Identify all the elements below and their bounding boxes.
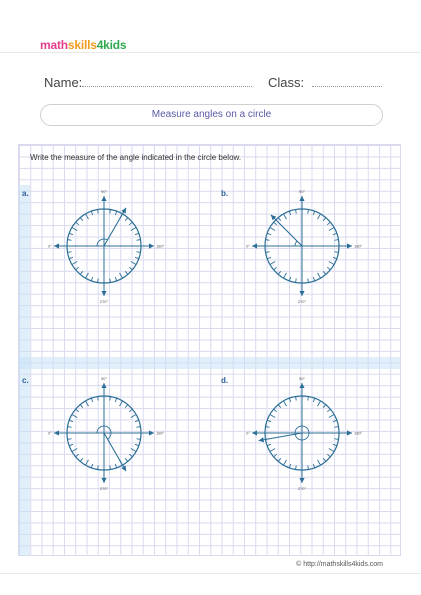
arrow-up-icon	[299, 383, 304, 388]
dial-tick	[296, 465, 297, 469]
dial-tick	[318, 273, 321, 278]
dial-tick	[115, 211, 116, 215]
dial-tick	[284, 401, 287, 406]
question-label-c: c.	[22, 376, 29, 385]
arrow-right-icon	[347, 430, 352, 435]
angle-dial-d	[246, 368, 363, 498]
mark-left: 0°	[246, 430, 250, 436]
dial-tick	[91, 211, 92, 215]
arrow-right-icon	[347, 243, 352, 248]
dial-tick	[69, 257, 73, 258]
dial-tick	[98, 397, 99, 401]
dial-tick	[318, 460, 321, 465]
dial-tick	[329, 415, 334, 418]
class-label: Class:	[268, 75, 305, 90]
dial-tick	[86, 214, 89, 219]
top-divider	[0, 52, 421, 53]
mark-bottom: 270°	[99, 299, 109, 304]
dial-tick	[308, 397, 309, 401]
dial-tick	[72, 415, 77, 418]
dial-tick	[313, 211, 314, 215]
footer-credit: © http://mathskills4kids.com	[296, 561, 383, 568]
mark-left: 0°	[48, 430, 52, 436]
dial-tick	[284, 460, 287, 465]
mark-right: 180°	[354, 430, 363, 436]
dial-tick	[129, 409, 132, 412]
dial-tick	[76, 222, 79, 225]
angle-dial-b	[246, 181, 363, 311]
dial-tick	[270, 449, 275, 452]
arrow-up-icon	[101, 383, 106, 388]
dial-tick	[267, 257, 271, 258]
dial-tick	[323, 271, 326, 274]
dial-tick	[110, 465, 111, 469]
ray-arrow-icon	[259, 437, 264, 442]
mark-bottom: 270°	[99, 486, 109, 491]
dial-tick	[136, 427, 140, 428]
dial-tick	[80, 405, 83, 408]
dial-tick	[115, 277, 116, 281]
dial-tick	[278, 405, 281, 408]
dial-tick	[278, 271, 281, 274]
dial-tick	[274, 454, 277, 457]
dial-tick	[131, 415, 136, 418]
dial-tick	[313, 464, 314, 468]
dial-tick	[98, 210, 99, 214]
arrow-right-icon	[149, 430, 154, 435]
dial-tick	[284, 273, 287, 278]
mark-top: 90°	[100, 189, 108, 194]
dial-tick	[131, 262, 136, 265]
dial-tick	[120, 401, 123, 406]
dial-tick	[129, 222, 132, 225]
dial-tick	[110, 397, 111, 401]
dial-tick	[289, 464, 290, 468]
arrow-left-icon	[252, 243, 257, 248]
mark-top: 90°	[298, 376, 306, 381]
dial-tick	[129, 267, 132, 270]
dial-tick	[334, 252, 338, 253]
dial-tick	[76, 267, 79, 270]
name-line	[82, 86, 252, 87]
dial-tick	[76, 409, 79, 412]
dial-tick	[327, 267, 330, 270]
dial-tick	[323, 405, 326, 408]
arrow-left-icon	[54, 243, 59, 248]
dial-tick	[72, 262, 77, 265]
dial-tick	[68, 439, 72, 440]
arrow-left-icon	[54, 430, 59, 435]
dial-tick	[270, 262, 275, 265]
dial-tick	[125, 405, 128, 408]
dial-tick	[80, 218, 83, 221]
dial-tick	[274, 222, 277, 225]
dial-tick	[72, 228, 77, 231]
dial-tick	[313, 398, 314, 402]
dial-tick	[115, 464, 116, 468]
dial-tick	[278, 458, 281, 461]
dial-tick	[86, 460, 89, 465]
dial-tick	[68, 240, 72, 241]
dial-tick	[308, 210, 309, 214]
dial-tick	[334, 240, 338, 241]
dial-tick	[110, 278, 111, 282]
dial-tick	[129, 454, 132, 457]
dial-tick	[327, 222, 330, 225]
dial-tick	[296, 397, 297, 401]
dial-tick	[80, 271, 83, 274]
mark-bottom: 270°	[297, 486, 307, 491]
name-label: Name:	[44, 75, 83, 90]
dial-tick	[274, 409, 277, 412]
dial-tick	[327, 409, 330, 412]
dial-tick	[270, 228, 275, 231]
dial-tick	[86, 273, 89, 278]
logo: mathskills4kids	[40, 38, 127, 52]
dial-tick	[135, 257, 139, 258]
arrow-up-icon	[299, 196, 304, 201]
dial-tick	[266, 240, 270, 241]
dial-tick	[115, 398, 116, 402]
dial-tick	[267, 233, 271, 234]
mark-top: 90°	[298, 189, 306, 194]
dial-tick	[91, 464, 92, 468]
dial-tick	[69, 233, 73, 234]
arrow-right-icon	[149, 243, 154, 248]
mark-top: 90°	[100, 376, 108, 381]
dial-tick	[289, 398, 290, 402]
class-line	[312, 86, 382, 87]
dial-tick	[318, 214, 321, 219]
dial-tick	[76, 454, 79, 457]
mark-right: 180°	[156, 430, 165, 436]
dial-tick	[136, 439, 140, 440]
dial-tick	[278, 218, 281, 221]
dial-tick	[266, 427, 270, 428]
dial-tick	[327, 454, 330, 457]
dial-tick	[136, 252, 140, 253]
dial-tick	[68, 427, 72, 428]
mark-right: 180°	[156, 243, 165, 249]
arrow-down-icon	[299, 291, 304, 296]
dial-tick	[270, 415, 275, 418]
dial-tick	[120, 273, 123, 278]
mark-right: 180°	[354, 243, 363, 249]
dial-tick	[334, 439, 338, 440]
angle-dial-c	[48, 368, 165, 498]
dial-tick	[333, 233, 337, 234]
instruction: Write the measure of the angle indicated in the circle below.	[30, 153, 242, 162]
dial-tick	[329, 262, 334, 265]
dial-tick	[125, 218, 128, 221]
dial-tick	[125, 458, 128, 461]
arrow-down-icon	[299, 478, 304, 483]
dial-tick	[131, 228, 136, 231]
dial-tick	[135, 233, 139, 234]
arrow-left-icon	[252, 430, 257, 435]
dial-tick	[267, 420, 271, 421]
dial-tick	[308, 465, 309, 469]
dial-tick	[313, 277, 314, 281]
dial-tick	[323, 458, 326, 461]
mark-left: 0°	[48, 243, 52, 249]
angle-dial-a	[48, 181, 165, 311]
dial-tick	[296, 210, 297, 214]
angle-arc	[295, 241, 297, 246]
dial-tick	[131, 449, 136, 452]
dial-tick	[267, 444, 271, 445]
dial-tick	[80, 458, 83, 461]
dial-tick	[135, 444, 139, 445]
mark-bottom: 270°	[297, 299, 307, 304]
dial-tick	[274, 267, 277, 270]
bottom-divider	[0, 573, 421, 574]
dial-tick	[334, 427, 338, 428]
dial-tick	[110, 210, 111, 214]
dial-tick	[136, 240, 140, 241]
arrow-down-icon	[101, 478, 106, 483]
dial-tick	[68, 252, 72, 253]
dial-tick	[72, 449, 77, 452]
dial-tick	[296, 278, 297, 282]
dial-tick	[333, 444, 337, 445]
mark-left: 0°	[246, 243, 250, 249]
dial-tick	[91, 277, 92, 281]
dial-tick	[91, 398, 92, 402]
dial-tick	[284, 214, 287, 219]
dial-tick	[86, 401, 89, 406]
dial-tick	[125, 271, 128, 274]
arrow-up-icon	[101, 196, 106, 201]
dial-tick	[323, 218, 326, 221]
dial-tick	[289, 211, 290, 215]
dial-tick	[135, 420, 139, 421]
worksheet-title: Measure angles on a circle	[40, 104, 383, 126]
margin-band	[19, 185, 30, 555]
dial-tick	[308, 278, 309, 282]
dial-tick	[69, 420, 73, 421]
dial-tick	[329, 228, 334, 231]
dial-tick	[318, 401, 321, 406]
dial-tick	[329, 449, 334, 452]
dial-tick	[69, 444, 73, 445]
dial-tick	[98, 465, 99, 469]
question-label-b: b.	[221, 189, 229, 198]
dial-tick	[98, 278, 99, 282]
dial-tick	[333, 420, 337, 421]
arrow-down-icon	[101, 291, 106, 296]
question-label-d: d.	[221, 376, 229, 385]
question-label-a: a.	[22, 189, 29, 198]
dial-tick	[289, 277, 290, 281]
dial-tick	[266, 252, 270, 253]
dial-tick	[333, 257, 337, 258]
